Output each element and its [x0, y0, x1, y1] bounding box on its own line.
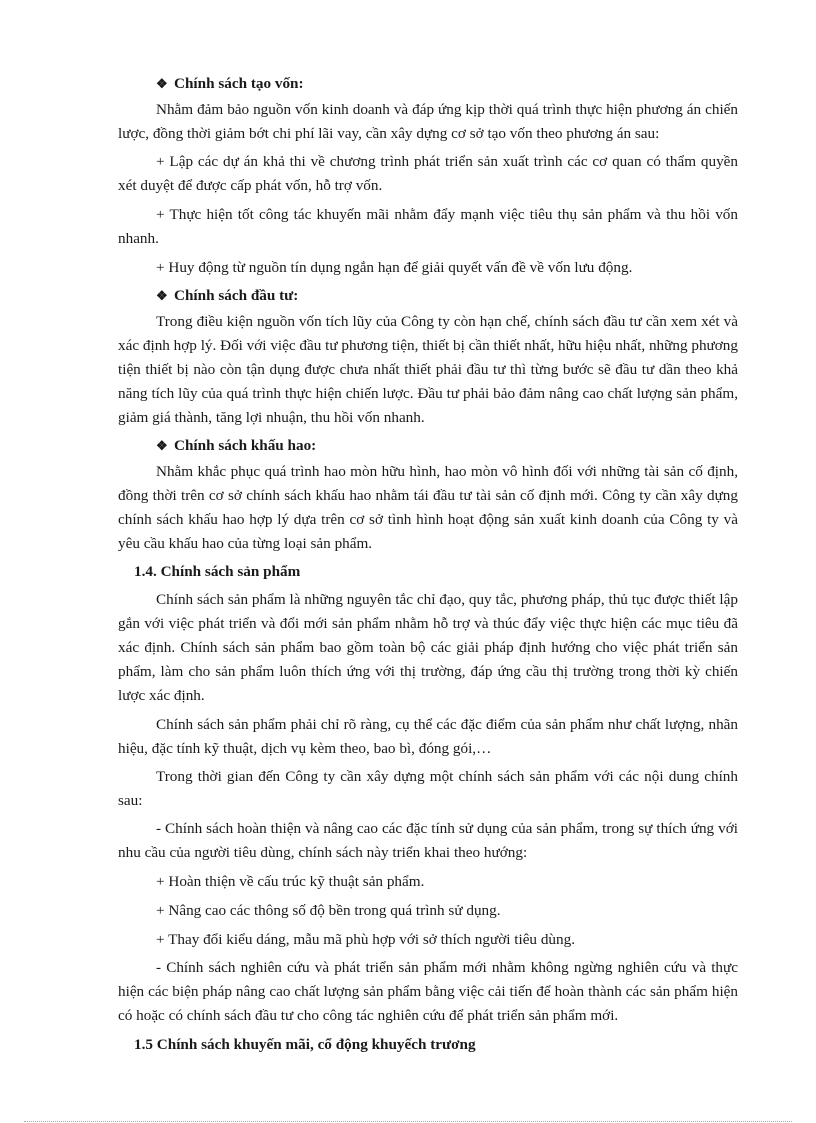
paragraph: Nhằm đảm bảo nguồn vốn kinh doanh và đáp ứng kịp thời quá trình thực hiện phương án chiến lược, đồng thời giảm bớt chi phí lãi vay, cần xây dựng cơ sở tạo vốn theo phương án sau: — [118, 101, 738, 142]
heading-text: Chính sách đầu tư: — [174, 287, 299, 304]
paragraph: - Chính sách nghiên cứu và phát triển sản phẩm mới nhằm không ngừng nghiên cứu và thực hiện các biện pháp nâng cao chất lượng sản phẩm bằng việc cải tiến để hoàn thành các sản phẩm hiện có hoặc có chính sách đầu tư cho công tác nghiên cứu để phát triển sản phẩm mới. — [118, 959, 738, 1024]
section-heading-product-policy: 1.4. Chính sách sản phẩm — [134, 563, 301, 580]
section-heading-promotion-policy: 1.5 Chính sách khuyến mãi, cổ động khuyếch trương — [134, 1036, 476, 1053]
page-bottom-divider — [24, 1121, 792, 1122]
heading-capital-policy — [156, 72, 738, 96]
paragraph: + Hoàn thiện về cấu trúc kỹ thuật sản phẩm. — [156, 873, 425, 890]
heading-text: Chính sách khấu hao: — [174, 437, 317, 454]
paragraph: Chính sách sản phẩm là những nguyên tắc chỉ đạo, quy tắc, phương pháp, thủ tục được thiết lập gắn với việc phát triển và đổi mới sản phẩm nhằm hỗ trợ và thúc đẩy việc thực hiện các mục tiêu đã xác định. Chính sách sản phẩm bao gồm toàn bộ các giải pháp định hướng cho việc phát triển sản phẩm, làm cho sản phẩm luôn thích ứng với thị trường, đáp ứng cầu thị trường trong thời kỳ chiến lược xác định. — [118, 591, 738, 704]
document-page — [118, 72, 738, 1061]
paragraph: + Huy động từ nguồn tín dụng ngắn hạn để giải quyết vấn đề về vốn lưu động. — [156, 259, 633, 276]
diamond-bullet-icon: ❖ — [156, 438, 168, 453]
heading-investment-policy — [156, 284, 738, 308]
paragraph: Trong điều kiện nguồn vốn tích lũy của Công ty còn hạn chế, chính sách đầu tư cần xem xét và xác định hợp lý. Đối với việc đầu tư phương tiện, thiết bị cần thiết nhất, hữu hiệu nhất, những phương tiện thiết bị nào còn tận dụng được chưa nhất thiết phải đầu tư thì từng bước sẽ đầu tư dần theo khả năng tích lũy của quá trình thực hiện chiến lược. Đầu tư phải bảo đảm nâng cao chất lượng sản phẩm, giảm giá thành, tăng lợi nhuận, thu hồi vốn nhanh. — [118, 313, 738, 426]
paragraph: Chính sách sản phẩm phải chỉ rõ ràng, cụ thể các đặc điểm của sản phẩm như chất lượng, nhãn hiệu, đặc tính kỹ thuật, dịch vụ kèm theo, bao bì, đóng gói,… — [118, 716, 738, 757]
paragraph: + Lập các dự án khả thi về chương trình phát triển sản xuất trình các cơ quan có thẩm quyền xét duyệt để được cấp phát vốn, hỗ trợ vốn. — [118, 153, 738, 194]
paragraph: - Chính sách hoàn thiện và nâng cao các đặc tính sử dụng của sản phẩm, trong sự thích ứng với nhu cầu của người tiêu dùng, chính sách này triển khai theo hướng: — [118, 820, 738, 861]
diamond-bullet-icon: ❖ — [156, 288, 168, 303]
diamond-bullet-icon: ❖ — [156, 76, 168, 91]
heading-text: Chính sách tạo vốn: — [174, 75, 304, 92]
paragraph: + Thay đổi kiểu dáng, mẫu mã phù hợp với sở thích người tiêu dùng. — [156, 931, 575, 948]
paragraph: Trong thời gian đến Công ty cần xây dựng một chính sách sản phẩm với các nội dung chính sau: — [118, 768, 738, 809]
paragraph: Nhằm khắc phục quá trình hao mòn hữu hình, hao mòn vô hình đối với những tài sản cố định, đồng thời trên cơ sở chính sách khấu hao nhằm tái đầu tư tài sản cố định mới. Công ty cần xây dựng chính sách khấu hao hợp lý dựa trên cơ sở tình hình hoạt động sản xuất kinh doanh của Công ty và yêu cầu khấu hao của từng loại sản phẩm. — [118, 463, 738, 552]
heading-depreciation-policy — [156, 434, 738, 458]
paragraph: + Nâng cao các thông số độ bền trong quá trình sử dụng. — [156, 902, 501, 919]
paragraph: + Thực hiện tốt công tác khuyến mãi nhằm đẩy mạnh việc tiêu thụ sản phẩm và thu hồi vốn nhanh. — [118, 206, 738, 247]
